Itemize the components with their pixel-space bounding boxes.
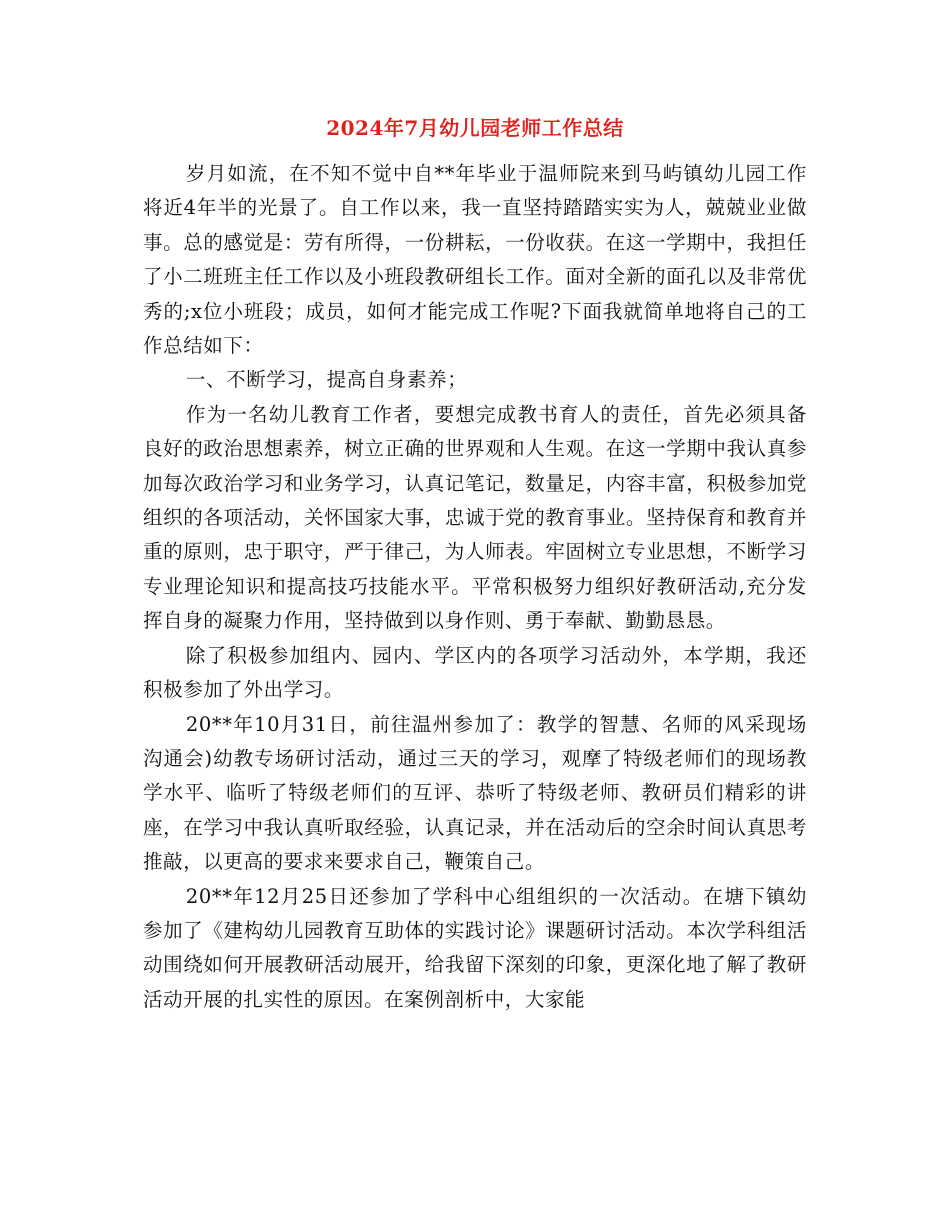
- paragraph-external-study: 除了积极参加组内、园内、学区内的各项学习活动外，本学期，我还积极参加了外出学习。: [143, 643, 807, 702]
- paragraph-tangxia-event: 20**年12月25日还参加了学科中心组组织的一次活动。在塘下镇幼参加了《建构幼儿园教育互助体的实践讨论》课题研讨活动。本次学科组活动围绕如何开展教研活动展开，给我留下深刻的印象，更深化地了解了教研活动开展的扎实性的原因。在案例剖析中，大家能: [143, 884, 807, 1011]
- section-heading: 一、不断学习，提高自身素养；: [185, 368, 468, 392]
- document-body: [143, 157, 807, 1017]
- paragraph-intro: 岁月如流，在不知不觉中自**年毕业于温师院来到马屿镇幼儿园工作将近4年半的光景了。自工作以来，我一直坚持踏踏实实为人，兢兢业业做事。总的感觉是：劳有所得，一份耕耘，一份收获。在这一学期中，我担任了小二班班主任工作以及小班段教研组长工作。面对全新的面孔以及非常优秀的;x位小班段；成员，如何才能完成工作呢?下面我就简单地将自己的工作总结如下：: [143, 162, 807, 358]
- paragraph-wenzhou-event: 20**年10月31日，前往温州参加了：教学的智慧、名师的风采现场沟通会)幼教专场研讨活动，通过三天的学习，观摩了特级老师们的现场教学水平、临听了特级老师们的互评、恭听了特级老师、教研员们精彩的讲座，在学习中我认真听取经验，认真记录，并在活动后的空余时间认真思考推敲，以更高的要求来要求自己，鞭策自己。: [143, 712, 807, 874]
- paragraph-political-study: 作为一名幼儿教育工作者，要想完成教书育人的责任，首先必须具备良好的政治思想素养，树立正确的世界观和人生观。在这一学期中我认真参加每次政治学习和业务学习，认真记笔记，数量足，内容丰富，积极参加党组织的各项活动，关怀国家大事，忠诚于党的教育事业。坚持保育和教育并重的原则，忠于职守，严于律己，为人师表。牢固树立专业思想，不断学习专业理论知识和提高技巧技能水平。平常积极努力组织好教研活动,充分发挥自身的凝聚力作用，坚持做到以身作则、勇于奉献、勤勤恳恳。: [143, 402, 807, 633]
- document-title: 2024年7月幼儿园老师工作总结: [326, 116, 624, 140]
